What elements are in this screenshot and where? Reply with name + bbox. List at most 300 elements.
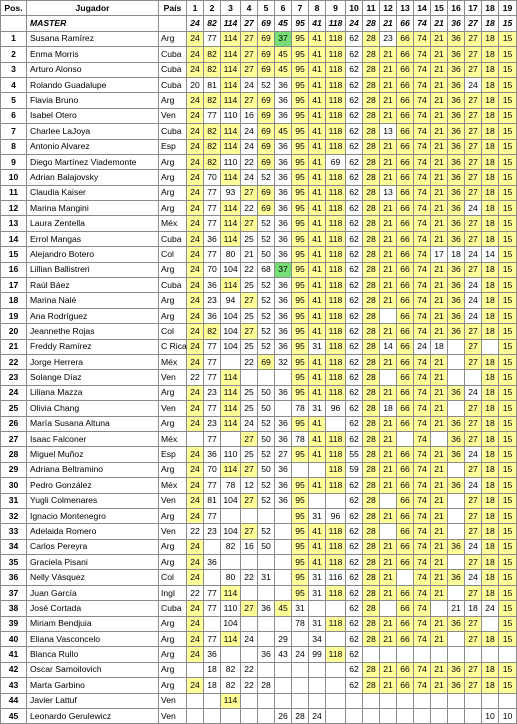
score-cell: 22 (241, 262, 258, 277)
score-cell (397, 708, 414, 723)
score-cell (326, 416, 346, 431)
score-cell: 15 (499, 570, 517, 585)
score-cell: 15 (499, 77, 517, 92)
player-country: Cuba (159, 77, 187, 92)
score-cell: 27 (465, 139, 482, 154)
player-country: Cuba (159, 62, 187, 77)
score-cell (241, 693, 258, 708)
master-value: 18 (482, 16, 499, 31)
score-cell: 62 (346, 108, 363, 123)
score-cell: 66 (397, 555, 414, 570)
pos-cell: 17 (1, 278, 27, 293)
score-cell: 36 (448, 47, 465, 62)
score-cell: 62 (346, 478, 363, 493)
score-cell: 36 (448, 139, 465, 154)
score-cell (275, 508, 292, 523)
score-cell: 28 (363, 77, 380, 92)
score-cell: 74 (414, 262, 431, 277)
table-row (1, 570, 517, 585)
score-cell: 18 (380, 401, 397, 416)
score-cell (448, 632, 465, 647)
score-cell: 36 (275, 77, 292, 92)
player-name: Marina Nalé (27, 293, 159, 308)
score-cell: 62 (346, 354, 363, 369)
score-cell: 69 (258, 139, 275, 154)
score-cell (448, 585, 465, 600)
score-cell: 118 (326, 247, 346, 262)
score-cell: 36 (448, 431, 465, 446)
pos-header: Pos. (1, 1, 27, 16)
score-cell (380, 693, 397, 708)
score-cell: 24 (187, 47, 204, 62)
score-cell: 95 (292, 108, 309, 123)
score-cell: 21 (431, 401, 448, 416)
score-cell (187, 431, 204, 446)
score-cell: 77 (204, 185, 221, 200)
player-country: Méx (159, 431, 187, 446)
score-cell (326, 678, 346, 693)
score-cell: 21 (431, 216, 448, 231)
pos-cell: 9 (1, 154, 27, 169)
round-header: 13 (397, 1, 414, 16)
table-row (1, 493, 517, 508)
score-cell: 23 (204, 293, 221, 308)
pos-cell: 7 (1, 124, 27, 139)
score-cell (309, 662, 326, 677)
score-cell: 62 (346, 416, 363, 431)
score-cell: 24 (187, 293, 204, 308)
score-cell: 41 (309, 293, 326, 308)
score-cell: 36 (448, 678, 465, 693)
score-cell: 50 (258, 401, 275, 416)
score-cell: 104 (221, 616, 241, 631)
round-header: 17 (465, 1, 482, 16)
score-cell: 52 (258, 77, 275, 92)
score-cell: 114 (221, 201, 241, 216)
pos-cell: 25 (1, 401, 27, 416)
score-cell: 21 (431, 539, 448, 554)
score-cell: 114 (221, 585, 241, 600)
player-name: Antonio Alvarez (27, 139, 159, 154)
player-country: Arg (159, 647, 187, 662)
score-cell: 95 (292, 93, 309, 108)
score-cell: 36 (204, 278, 221, 293)
score-cell: 62 (346, 601, 363, 616)
score-cell (241, 370, 258, 385)
score-cell: 66 (397, 31, 414, 46)
score-cell (380, 601, 397, 616)
score-cell: 118 (326, 201, 346, 216)
score-cell: 52 (258, 447, 275, 462)
score-cell: 69 (258, 62, 275, 77)
player-name: Jeannethe Rojas (27, 324, 159, 339)
score-cell: 37 (275, 262, 292, 277)
pos-cell: 41 (1, 647, 27, 662)
player-name: Yugli Colmenares (27, 493, 159, 508)
score-cell: 74 (414, 585, 431, 600)
score-cell: 24 (187, 632, 204, 647)
round-header: 12 (380, 1, 397, 16)
score-cell (204, 539, 221, 554)
score-cell: 114 (221, 139, 241, 154)
score-cell: 18 (431, 339, 448, 354)
score-cell: 27 (241, 324, 258, 339)
score-cell: 74 (414, 47, 431, 62)
score-cell: 110 (221, 601, 241, 616)
table-row (1, 216, 517, 231)
score-cell: 118 (326, 262, 346, 277)
player-name: Ignacio Montenegro (27, 508, 159, 523)
table-row (1, 154, 517, 169)
score-cell: 21 (431, 678, 448, 693)
score-cell (448, 339, 465, 354)
score-cell: 21 (431, 570, 448, 585)
score-cell: 18 (482, 385, 499, 400)
score-cell: 36 (448, 77, 465, 92)
score-cell: 36 (448, 616, 465, 631)
player-country: Arg (159, 616, 187, 631)
score-cell: 104 (221, 339, 241, 354)
pos-cell: 24 (1, 385, 27, 400)
score-cell: 24 (241, 124, 258, 139)
score-cell: 62 (346, 370, 363, 385)
player-name: Marina Mangini (27, 201, 159, 216)
score-cell: 28 (363, 262, 380, 277)
score-cell: 118 (326, 478, 346, 493)
player-country: Arg (159, 154, 187, 169)
score-cell: 28 (363, 385, 380, 400)
score-cell: 66 (397, 278, 414, 293)
table-row (1, 585, 517, 600)
score-cell: 17 (431, 247, 448, 262)
round-header: 15 (431, 1, 448, 16)
score-cell: 21 (431, 508, 448, 523)
score-cell: 24 (465, 385, 482, 400)
master-value: 36 (448, 16, 465, 31)
score-cell: 95 (292, 354, 309, 369)
score-cell: 27 (465, 154, 482, 169)
score-cell: 24 (187, 31, 204, 46)
score-cell: 41 (309, 524, 326, 539)
score-cell (465, 708, 482, 723)
score-cell: 24 (241, 632, 258, 647)
score-cell: 21 (380, 293, 397, 308)
score-cell (326, 493, 346, 508)
score-cell: 15 (499, 601, 517, 616)
master-value: 41 (309, 16, 326, 31)
player-name: Miriam Bendjuia (27, 616, 159, 631)
score-cell: 66 (397, 201, 414, 216)
score-cell: 28 (363, 462, 380, 477)
score-cell: 77 (204, 508, 221, 523)
score-cell: 74 (414, 231, 431, 246)
score-cell: 21 (431, 185, 448, 200)
score-cell (221, 431, 241, 446)
score-cell: 82 (204, 93, 221, 108)
pos-cell: 18 (1, 293, 27, 308)
table-row (1, 231, 517, 246)
score-cell: 24 (187, 324, 204, 339)
score-cell: 74 (414, 278, 431, 293)
player-country: Ingl (159, 585, 187, 600)
score-cell: 28 (363, 431, 380, 446)
table-row (1, 601, 517, 616)
score-cell: 15 (499, 462, 517, 477)
score-cell: 18 (482, 278, 499, 293)
score-cell: 104 (221, 493, 241, 508)
score-cell: 114 (221, 231, 241, 246)
score-cell: 27 (241, 601, 258, 616)
score-cell: 27 (275, 447, 292, 462)
score-cell: 27 (241, 462, 258, 477)
score-cell: 95 (292, 185, 309, 200)
score-cell: 28 (363, 585, 380, 600)
table-row (1, 370, 517, 385)
pos-cell: 44 (1, 693, 27, 708)
pos-cell: 21 (1, 339, 27, 354)
score-cell: 62 (346, 293, 363, 308)
player-name: Miguel Muñoz (27, 447, 159, 462)
score-cell: 62 (346, 401, 363, 416)
score-cell: 74 (414, 293, 431, 308)
score-cell: 41 (309, 108, 326, 123)
player-name: Juan García (27, 585, 159, 600)
score-cell: 14 (380, 339, 397, 354)
score-cell (204, 570, 221, 585)
score-cell: 52 (258, 293, 275, 308)
master-value: 66 (397, 16, 414, 31)
master-value: 21 (380, 16, 397, 31)
score-cell: 66 (397, 339, 414, 354)
score-cell: 21 (431, 616, 448, 631)
score-cell: 62 (346, 31, 363, 46)
score-cell (275, 662, 292, 677)
score-cell: 28 (363, 308, 380, 323)
score-cell: 27 (465, 185, 482, 200)
score-cell: 22 (187, 585, 204, 600)
score-cell: 15 (499, 31, 517, 46)
master-value: 24 (187, 16, 204, 31)
score-cell: 36 (275, 431, 292, 446)
score-cell (397, 647, 414, 662)
score-cell: 69 (258, 124, 275, 139)
country-header: País (159, 1, 187, 16)
score-cell: 21 (431, 308, 448, 323)
pos-cell: 19 (1, 308, 27, 323)
score-cell: 114 (221, 216, 241, 231)
score-cell: 82 (221, 662, 241, 677)
score-cell: 18 (204, 678, 221, 693)
score-cell: 74 (414, 308, 431, 323)
score-cell: 34 (309, 632, 326, 647)
score-cell: 31 (309, 339, 326, 354)
score-cell: 27 (465, 462, 482, 477)
score-cell: 24 (187, 247, 204, 262)
score-cell: 15 (499, 201, 517, 216)
score-cell (363, 693, 380, 708)
score-cell: 15 (499, 585, 517, 600)
score-cell: 28 (363, 231, 380, 246)
score-cell (221, 708, 241, 723)
score-cell: 21 (380, 216, 397, 231)
score-cell: 21 (380, 416, 397, 431)
table-row (1, 324, 517, 339)
score-cell: 95 (292, 478, 309, 493)
score-cell: 24 (187, 201, 204, 216)
score-cell: 27 (241, 216, 258, 231)
score-cell: 41 (309, 185, 326, 200)
score-cell: 41 (309, 93, 326, 108)
score-cell (292, 462, 309, 477)
score-cell (380, 647, 397, 662)
score-cell: 28 (258, 678, 275, 693)
score-cell: 27 (241, 431, 258, 446)
score-cell: 27 (241, 93, 258, 108)
score-cell: 36 (275, 308, 292, 323)
score-cell: 41 (309, 139, 326, 154)
score-cell: 95 (292, 524, 309, 539)
score-cell: 15 (499, 431, 517, 446)
pos-cell: 28 (1, 447, 27, 462)
score-cell: 41 (309, 478, 326, 493)
score-cell: 77 (204, 247, 221, 262)
score-cell (221, 555, 241, 570)
score-cell: 15 (499, 47, 517, 62)
master-value: 118 (326, 16, 346, 31)
score-cell: 36 (275, 216, 292, 231)
score-cell: 118 (326, 462, 346, 477)
score-cell (292, 678, 309, 693)
player-name: Liliana Mazza (27, 385, 159, 400)
player-name: Adrian Balajovsky (27, 170, 159, 185)
score-cell: 18 (482, 570, 499, 585)
player-country: Arg (159, 632, 187, 647)
score-cell: 18 (482, 478, 499, 493)
table-row (1, 447, 517, 462)
score-cell: 28 (363, 539, 380, 554)
score-cell: 21 (431, 47, 448, 62)
score-cell (309, 693, 326, 708)
score-cell: 18 (482, 431, 499, 446)
score-cell: 18 (482, 447, 499, 462)
score-cell: 74 (414, 539, 431, 554)
master-value: 95 (292, 16, 309, 31)
score-cell: 118 (326, 93, 346, 108)
score-cell: 18 (482, 539, 499, 554)
score-cell (275, 678, 292, 693)
score-cell: 62 (346, 154, 363, 169)
score-cell: 24 (187, 93, 204, 108)
score-cell: 104 (221, 308, 241, 323)
score-cell: 77 (204, 401, 221, 416)
score-cell: 52 (258, 170, 275, 185)
score-cell: 118 (326, 585, 346, 600)
player-name: Ana Rodríguez (27, 308, 159, 323)
score-cell: 52 (258, 524, 275, 539)
score-cell: 24 (187, 478, 204, 493)
table-row (1, 416, 517, 431)
table-row (1, 139, 517, 154)
player-country: Arg (159, 201, 187, 216)
score-cell: 95 (292, 139, 309, 154)
score-cell: 18 (482, 508, 499, 523)
score-cell (241, 616, 258, 631)
score-cell: 18 (482, 401, 499, 416)
player-name: Javier Lattuf (27, 693, 159, 708)
score-cell: 36 (448, 539, 465, 554)
score-cell (397, 693, 414, 708)
score-cell: 18 (482, 77, 499, 92)
score-cell: 24 (187, 170, 204, 185)
score-cell: 22 (241, 662, 258, 677)
score-cell: 27 (465, 124, 482, 139)
score-cell (448, 354, 465, 369)
score-cell: 74 (414, 385, 431, 400)
score-cell: 66 (397, 524, 414, 539)
score-cell: 28 (363, 93, 380, 108)
score-cell: 28 (363, 354, 380, 369)
score-cell: 74 (414, 139, 431, 154)
pos-cell: 30 (1, 478, 27, 493)
score-cell: 18 (482, 555, 499, 570)
score-cell: 62 (346, 231, 363, 246)
score-cell: 21 (380, 108, 397, 123)
score-cell (204, 616, 221, 631)
score-cell: 62 (346, 632, 363, 647)
score-cell: 24 (187, 231, 204, 246)
score-cell (448, 647, 465, 662)
table-row (1, 308, 517, 323)
score-cell: 27 (241, 31, 258, 46)
score-cell: 36 (448, 216, 465, 231)
score-cell: 52 (258, 324, 275, 339)
score-cell: 66 (397, 447, 414, 462)
score-cell: 36 (448, 31, 465, 46)
score-cell: 66 (397, 247, 414, 262)
score-cell: 62 (346, 170, 363, 185)
score-cell: 41 (309, 278, 326, 293)
pos-cell: 26 (1, 416, 27, 431)
score-cell: 25 (241, 339, 258, 354)
score-cell: 118 (326, 339, 346, 354)
score-cell: 66 (397, 462, 414, 477)
score-cell: 41 (309, 431, 326, 446)
score-cell: 28 (363, 185, 380, 200)
score-cell: 27 (465, 401, 482, 416)
score-cell: 25 (241, 385, 258, 400)
score-cell: 118 (326, 108, 346, 123)
score-cell: 95 (292, 31, 309, 46)
player-country: Arg (159, 416, 187, 431)
score-cell: 24 (465, 539, 482, 554)
score-cell: 36 (448, 324, 465, 339)
score-cell: 118 (326, 324, 346, 339)
score-cell: 28 (363, 31, 380, 46)
score-cell: 27 (465, 354, 482, 369)
score-cell: 21 (448, 601, 465, 616)
score-cell: 27 (465, 108, 482, 123)
score-cell: 41 (309, 62, 326, 77)
player-country: Arg (159, 555, 187, 570)
score-cell: 66 (397, 124, 414, 139)
score-cell: 36 (258, 647, 275, 662)
score-cell: 22 (241, 201, 258, 216)
score-cell: 31 (309, 508, 326, 523)
score-cell: 36 (448, 293, 465, 308)
score-cell: 28 (363, 632, 380, 647)
score-cell: 15 (499, 93, 517, 108)
table-row (1, 354, 517, 369)
